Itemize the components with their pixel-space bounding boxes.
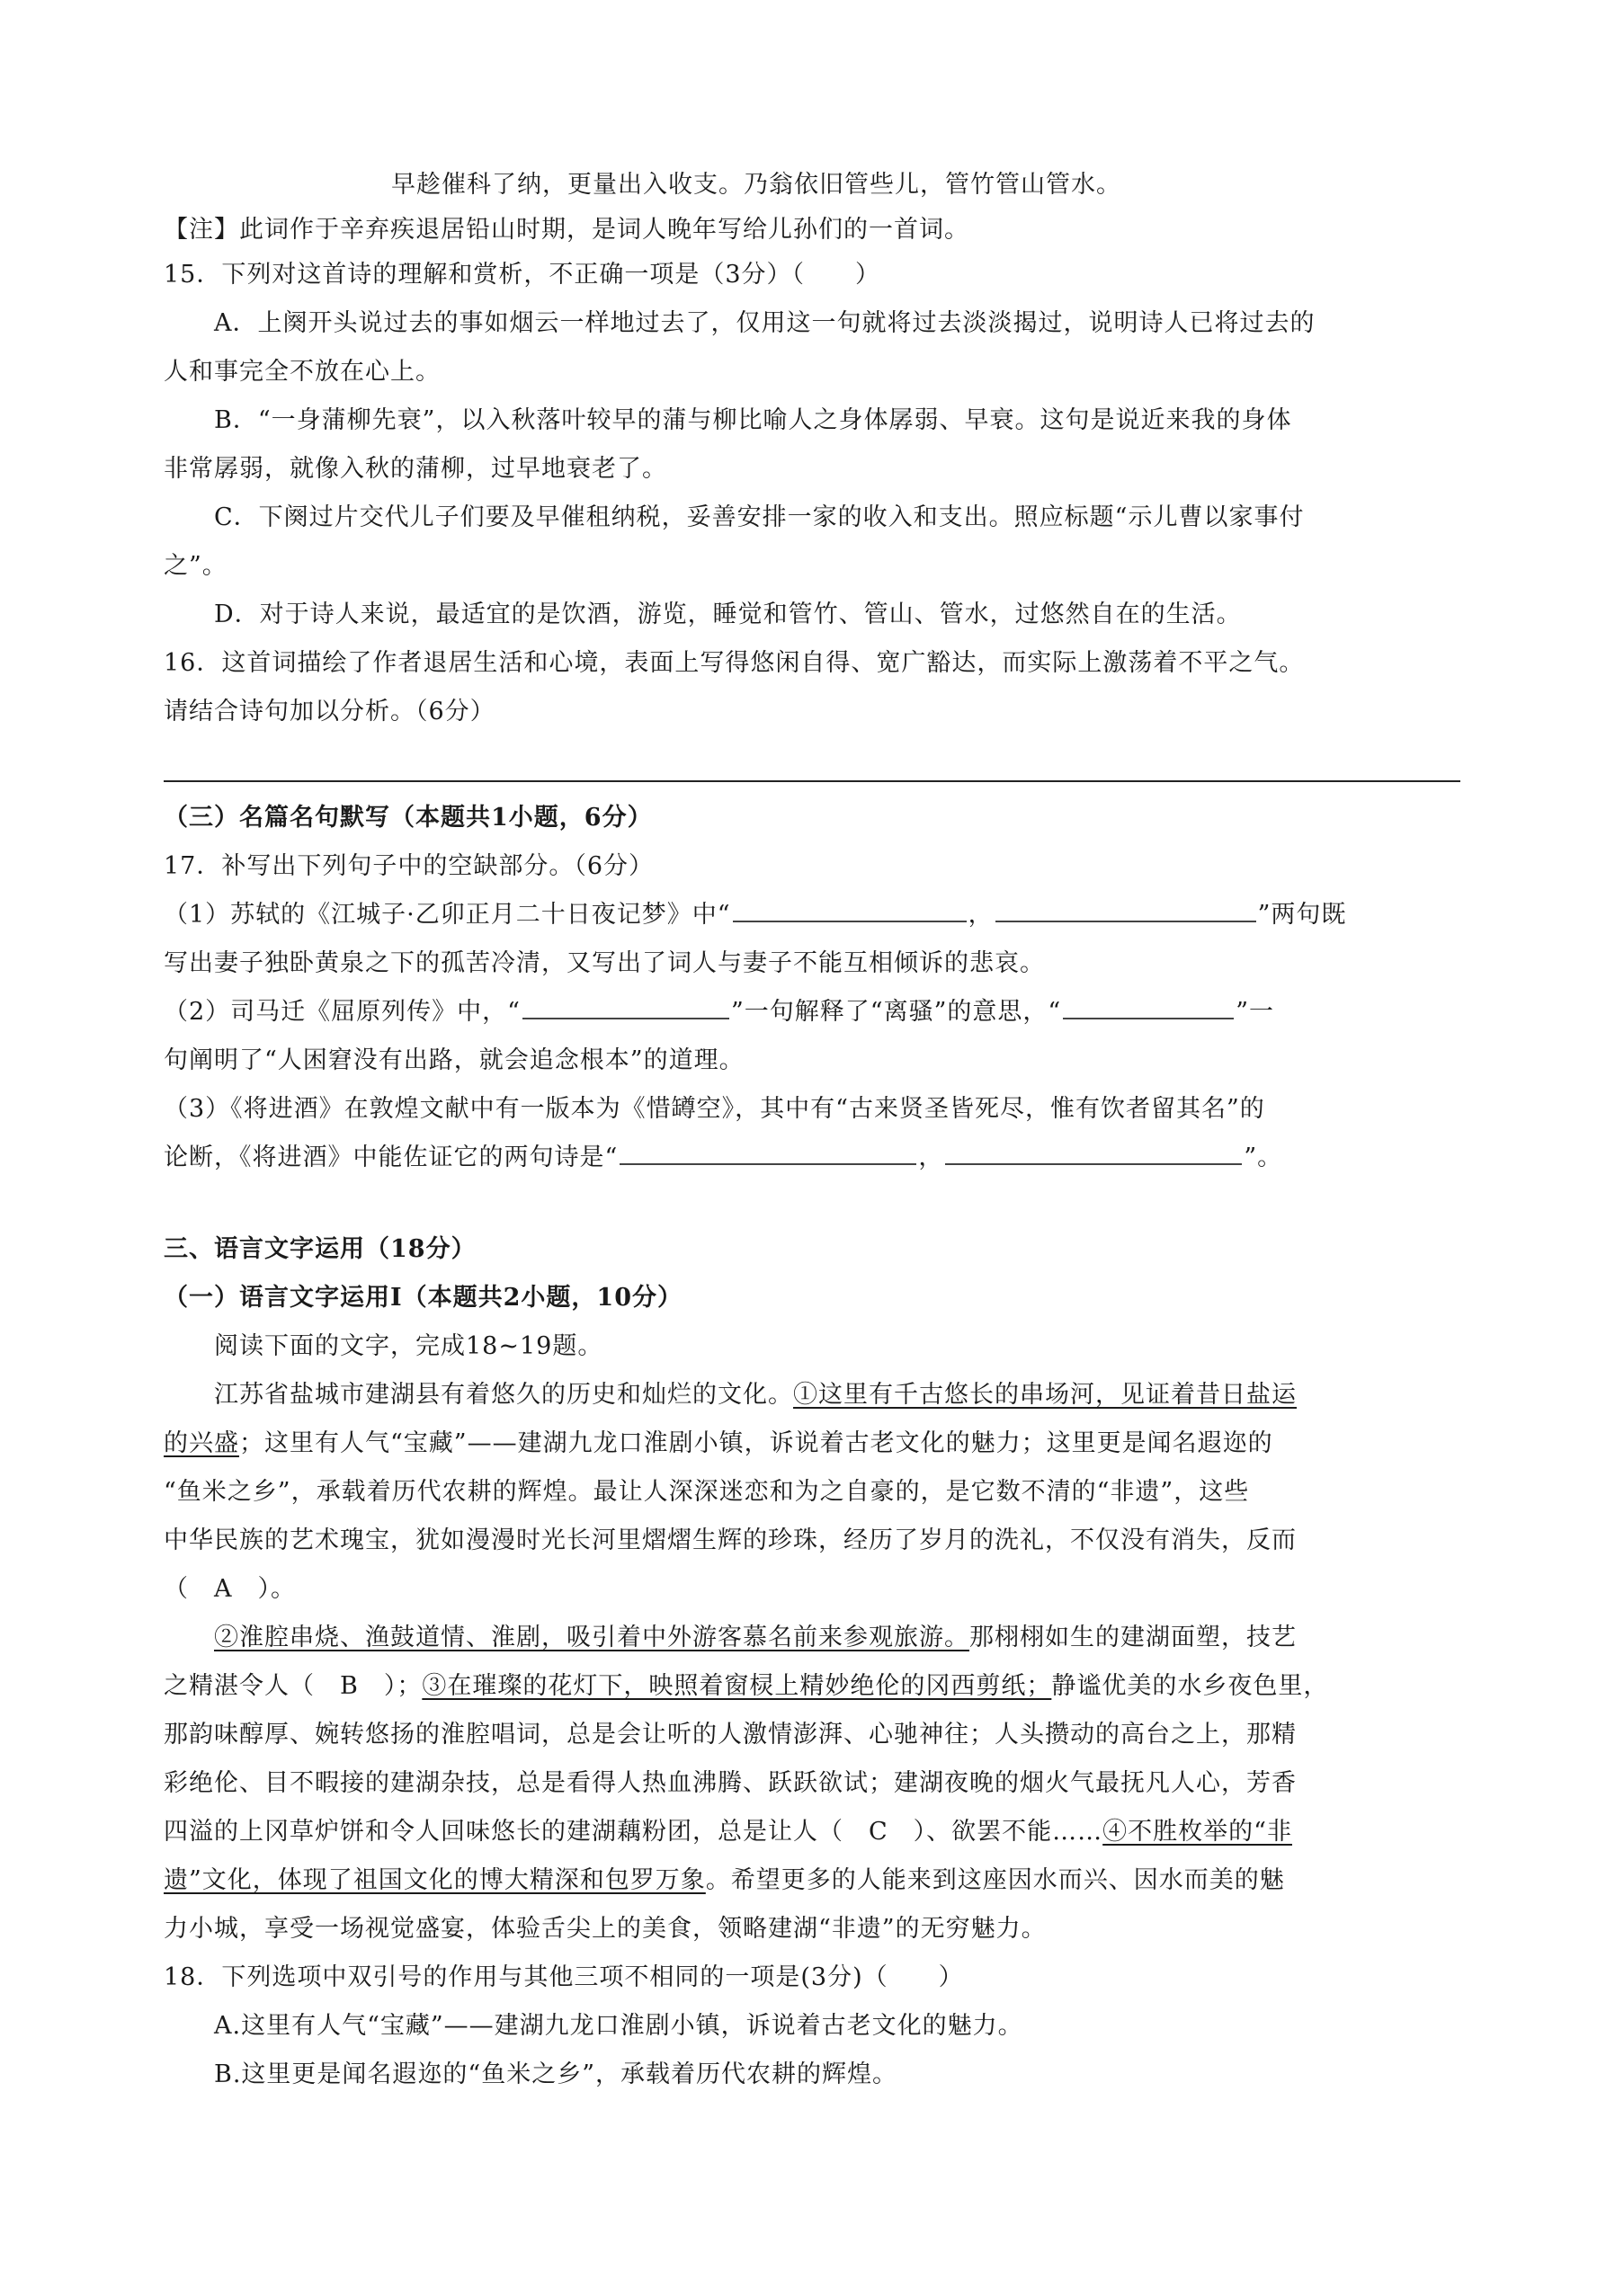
section-divider — [164, 780, 1460, 782]
q17-item1-blank-1[interactable] — [733, 901, 967, 922]
underlined-sentence-1: ①这里有千古悠长的串场河，见证着昔日盐运 — [793, 1381, 1297, 1409]
q16-answer-area[interactable] — [164, 743, 1460, 779]
q17-item3-mid: ， — [918, 1144, 944, 1171]
passage-text: 之精湛令人（ B ）； — [164, 1672, 423, 1700]
part-3-heading: 三、语言文字运用（18分） — [164, 1235, 477, 1263]
underlined-sentence-1-end: 的兴盛 — [164, 1429, 239, 1457]
q17-item2-line1 — [164, 994, 1459, 1030]
q17-item1-line2: 写出妻子独卧黄泉之下的孤苦冷清，又写出了词人与妻子不能互相倾诉的悲哀。 — [164, 949, 1045, 977]
q15-option-a-line1: A．上阕开头说过去的事如烟云一样地过去了，仅用这一句就将过去淡淡揭过，说明诗人已将过去的 — [214, 309, 1316, 337]
q17-item3-line2 — [164, 1140, 1459, 1176]
q17-item2-post: ”一 — [1236, 998, 1275, 1026]
q15-option-a-line2: 人和事完全不放在心上。 — [164, 358, 441, 386]
passage-p2-line1 — [214, 1620, 1459, 1656]
q17-item1-mid: ， — [968, 901, 994, 929]
q15-option-c-line2: 之”。 — [164, 552, 228, 580]
q15-stem: 15．下列对这首诗的理解和赏析，不正确一项是（3分）（ ） — [164, 261, 881, 289]
poem-last-line: 早趁催科了纳，更量出入收支。乃翁依旧管些儿，管竹管山管水。 — [391, 171, 1121, 199]
part-3-subheading: （一）语言文字运用Ⅰ（本题共2小题，10分） — [164, 1284, 683, 1312]
passage-text: ；这里有人气“宝藏”——建湖九龙口淮剧小镇，诉说着古老文化的魅力；这里更是闻名遐迩的 — [239, 1429, 1273, 1457]
q16-line1: 16．这首词描绘了作者退居生活和心境，表面上写得悠闲自得、宽广豁达，而实际上激荡着不平之气。 — [164, 649, 1305, 677]
q17-item3-blank-2[interactable] — [945, 1144, 1242, 1165]
q17-item3-line1: （3）《将进酒》在敦煌文献中有一版本为《惜罇空》，其中有“古来贤圣皆死尽，惟有饮者留其名”的 — [164, 1095, 1265, 1123]
section-3-heading: （三）名篇名句默写（本题共1小题，6分） — [164, 804, 653, 832]
underlined-sentence-3: ③在璀璨的花灯下，映照着窗棂上精妙绝伦的冈西剪纸； — [422, 1672, 1052, 1700]
passage-p1-line1 — [214, 1377, 1459, 1413]
passage-text: 静谧优美的水乡夜色里， — [1051, 1672, 1329, 1700]
q17-item1-post: ”两句既 — [1257, 901, 1347, 929]
passage-p2-line6 — [164, 1863, 1459, 1899]
reading-instruction: 阅读下面的文字，完成18~19题。 — [214, 1332, 603, 1360]
q17-item1-line1 — [164, 897, 1459, 933]
q17-item2-line2: 句阐明了“人困窘没有出路，就会追念根本”的道理。 — [164, 1046, 745, 1074]
q17-item3-pre: 论断，《将进酒》中能佐证它的两句诗是“ — [164, 1144, 619, 1171]
passage-p1-line4: 中华民族的艺术瑰宝，犹如漫漫时光长河里熠熠生辉的珍珠，经历了岁月的洗礼，不仅没有消失，反而 — [164, 1526, 1297, 1554]
q15-option-c-line1: C．下阕过片交代儿子们要及早催租纳税，妥善安排一家的收入和支出。照应标题“示儿曹以家事付 — [214, 503, 1305, 531]
q17-item3-post: ”。 — [1244, 1144, 1283, 1171]
passage-text: 那栩栩如生的建湖面塑，技艺 — [969, 1624, 1297, 1651]
q18-stem: 18．下列选项中双引号的作用与其他三项不相同的一项是(3分)（ ） — [164, 1963, 964, 1991]
passage-p2-line3: 那韵味醇厚、婉转悠扬的淮腔唱词，总是会让听的人激情澎湃、心驰神往；人头攒动的高台之上，那精 — [164, 1721, 1297, 1749]
q17-item3-blank-1[interactable] — [620, 1144, 916, 1165]
passage-p2-line2 — [164, 1669, 1459, 1704]
q17-item2-blank-1[interactable] — [522, 998, 729, 1019]
q15-option-b-line1: B．“一身蒲柳先衰”，以入秋落叶较早的蒲与柳比喻人之身体孱弱、早衰。这句是说近来我的身体 — [214, 406, 1292, 434]
passage-p1-line3: “鱼米之乡”，承载着历代农耕的辉煌。最让人深深迷恋和为之自豪的，是它数不清的“非遗”，这些 — [164, 1478, 1250, 1506]
q15-option-b-line2: 非常孱弱，就像入秋的蒲柳，过早地衰老了。 — [164, 455, 667, 483]
q17-stem: 17．补写出下列句子中的空缺部分。（6分） — [164, 852, 655, 880]
q16-line2: 请结合诗句加以分析。（6分） — [164, 698, 495, 725]
passage-text: 江苏省盐城市建湖县有着悠久的历史和灿烂的文化。 — [214, 1381, 793, 1409]
passage-p2-line4: 彩绝伦、目不暇接的建湖杂技，总是看得人热血沸腾、跃跃欲试；建湖夜晚的烟火气最抚凡人心，芳香 — [164, 1769, 1297, 1797]
underlined-sentence-2: ②淮腔串烧、渔鼓道情、淮剧，吸引着中外游客慕名前来参观旅游。 — [214, 1624, 969, 1651]
q17-item1-blank-2[interactable] — [995, 901, 1256, 922]
q18-option-a: A.这里有人气“宝藏”——建湖九龙口淮剧小镇，诉说着古老文化的魅力。 — [214, 2012, 1023, 2040]
q17-item1-pre: （1）苏轼的《江城子·乙卯正月二十日夜记梦》中“ — [164, 901, 731, 929]
passage-text: 四溢的上冈草炉饼和令人回味悠长的建湖藕粉团，总是让人（ C ）、欲罢不能…… — [164, 1818, 1103, 1846]
q15-option-d: D．对于诗人来说，最适宜的是饮酒，游览，睡觉和管竹、管山、管水，过悠然自在的生活。 — [214, 601, 1242, 628]
q17-item2-blank-2[interactable] — [1063, 998, 1234, 1019]
poem-note: 【注】此词作于辛弃疾退居铅山时期，是词人晚年写给儿孙们的一首词。 — [164, 216, 969, 244]
passage-p2-line5 — [164, 1814, 1459, 1850]
q17-item2-pre: （2）司马迁《屈原列传》中，“ — [164, 998, 521, 1026]
underlined-sentence-4: ④不胜枚举的“非 — [1102, 1818, 1292, 1846]
q18-option-b: B.这里更是闻名遐迩的“鱼米之乡”，承载着历代农耕的辉煌。 — [214, 2060, 898, 2088]
passage-p1-line2 — [164, 1426, 1459, 1462]
underlined-sentence-4-end: 遗”文化，体现了祖国文化的博大精深和包罗万象 — [164, 1866, 706, 1894]
passage-text: 。希望更多的人能来到这座因水而兴、因水而美的魅 — [705, 1866, 1285, 1894]
q17-item2-mid: ”一句解释了“离骚”的意思，“ — [730, 998, 1062, 1026]
passage-p1-line5: （ A ）。 — [164, 1575, 296, 1603]
passage-p2-line7: 力小城，享受一场视觉盛宴，体验舌尖上的美食，领略建湖“非遗”的无穷魅力。 — [164, 1915, 1047, 1943]
